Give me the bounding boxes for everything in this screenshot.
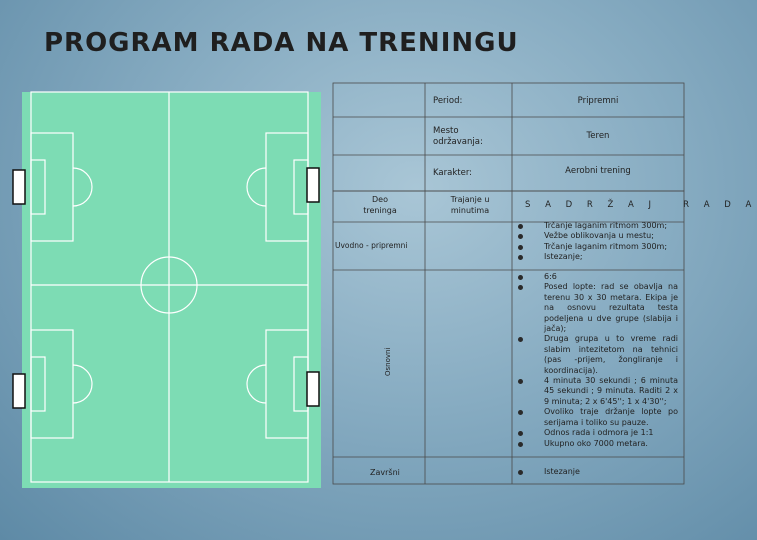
list-item: Druga grupa u to vreme radi slabim intezitetom na tehnici (pas -prijem, žongliranje i koordinacija). — [544, 334, 678, 376]
soccer-pitch — [22, 92, 321, 488]
row-label-intro: Uvodno - pripremni — [335, 241, 408, 250]
list-item: Trčanje laganim ritmom 300m; — [544, 242, 682, 252]
col-header-part: Deo treninga — [363, 195, 397, 215]
character-value: Aerobni trening — [565, 166, 631, 176]
list-item: Vežbe oblikovanja u mestu; — [544, 231, 682, 241]
period-label: Period: — [433, 96, 463, 106]
row-label-final: Završni — [370, 468, 400, 477]
goal — [13, 374, 25, 408]
intro-content-list — [544, 221, 682, 263]
place-value: Teren — [586, 131, 610, 141]
bullet-icon — [518, 224, 523, 229]
list-item: Trčanje laganim ritmom 300m; — [544, 221, 682, 231]
final-content-list — [544, 467, 682, 477]
goal — [307, 168, 319, 202]
list-item: Posed lopte: rad se obavlja na terenu 30 x 30 metara. Ekipa je na osnovu rezultata testa podeljena u dve grupe (slabija i jača); — [544, 282, 678, 334]
list-item: Istezanje — [544, 467, 682, 477]
period-value: Pripremni — [577, 96, 619, 106]
goal — [13, 170, 25, 204]
list-item: Ovoliko traje držanje lopte po serijama i toliko su pauze. — [544, 407, 678, 428]
bullet-icon — [518, 442, 523, 447]
page-title: PROGRAM RADA NA TRENINGU — [44, 28, 519, 58]
character-label: Karakter: — [433, 168, 473, 178]
list-item: Odnos rada i odmora je 1:1 — [544, 428, 678, 438]
list-item: Ukupno oko 7000 metara. — [544, 439, 678, 449]
list-item: 4 minuta 30 sekundi ; 6 minuta 45 sekundi ; 9 minuta. Raditi 2 x 9 minuta; 2 x 6'45''; 1 x 4'30''; — [544, 376, 678, 407]
goal — [307, 372, 319, 406]
col-header-content: S A D R Ž A J R A D A — [525, 200, 757, 210]
place-label: Mesto održavanja: — [433, 126, 483, 147]
main-content-list — [544, 272, 678, 449]
row-label-main: Osnovni — [384, 347, 392, 376]
bullet-icon — [518, 275, 523, 280]
bullet-icon — [518, 245, 523, 250]
list-item: Istezanje; — [544, 252, 682, 262]
col-header-duration: Trajanje u minutima — [450, 195, 490, 215]
bullet-icon — [518, 470, 523, 475]
list-item: 6:6 — [544, 272, 678, 282]
